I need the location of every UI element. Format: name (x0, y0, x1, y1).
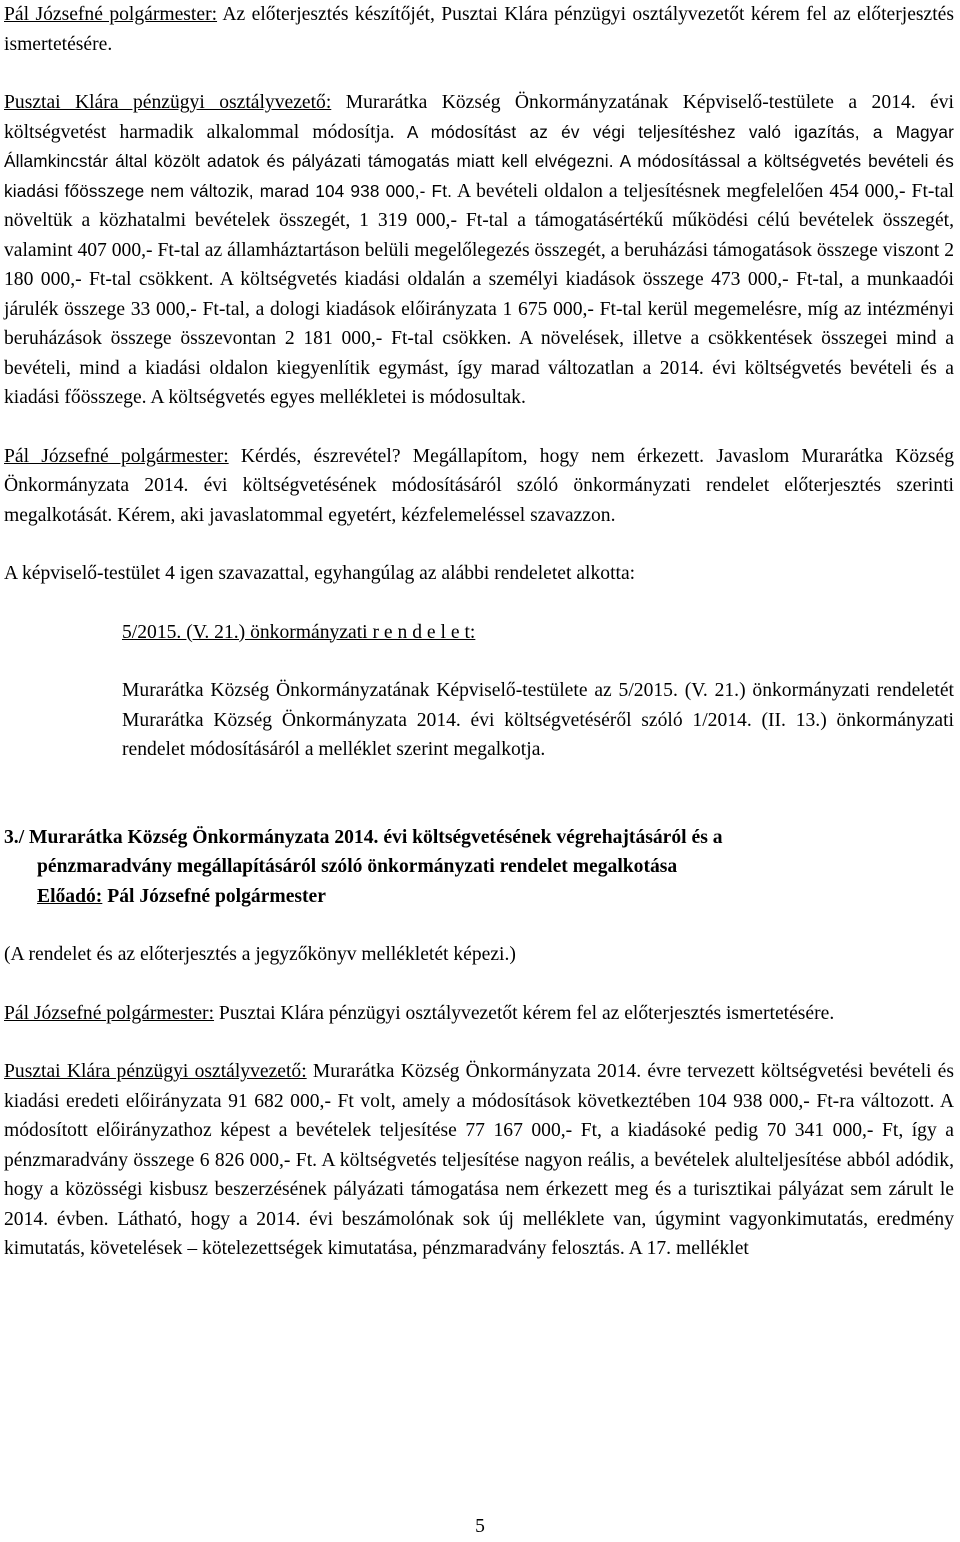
agenda-item-title-cont: pénzmaradvány megállapításáról szóló önkormányzati rendelet megalkotása (37, 856, 678, 877)
paragraph-text: Murarátka Község Önkormányzata 2014. évre tervezett költségvetési bevételi és kiadási eredeti előirányzata 91 682 000,- Ft volt, amely a módosítások következtében 104 938 000,- Ft-ra változott. A módosított előirányzathoz képest a bevételek teljesítése 77 167 000,- Ft, a kiadásoké pedig 70 341 000,- Ft, így a pénzmaradvány összege 6 826 000,- Ft. A költségvetés teljesítése nagyon reális, a bevételek alulteljesítése abból adódik, hogy a közösségi kisbusz beszerzésének pályázati támogatása nem érkezett meg és a turisztikai pályázat sem zárult le 2014. évben. Látható, hogy a 2014. évi beszámolónak sok új melléklete van, úgymint vagyonkimutatás, eredmény kimutatás, követelések – kötelezettségek kimutatása, pénzmaradvány felosztás. A 17. melléklet (4, 1061, 955, 1259)
spacer (4, 970, 954, 999)
agenda-presenter (37, 882, 954, 912)
spacer (4, 530, 954, 559)
paragraph-text: Az előterjesztés készítőjét, Pusztai Klára pénzügyi osztályvezetőt kérem fel az előterjesztés ismertetésére. (4, 4, 954, 55)
spacer (4, 765, 954, 794)
decree-title (122, 618, 954, 648)
paragraph-finance-report (4, 88, 954, 413)
paragraph-vote-result: A képviselő-testület 4 igen szavazattal, egyhangúlag az alábbi rendeletet alkotta: (4, 563, 636, 584)
speaker-label: Pusztai Klára pénzügyi osztályvezető: (4, 1061, 307, 1082)
paragraph-text: Pusztai Klára pénzügyi osztályvezetőt kérem fel az előterjesztés ismertetésére. (214, 1002, 835, 1024)
paragraph-mayor-vote-call (4, 442, 954, 531)
paragraph-text-sans: A módosítást az év végi teljesítéshez való igazítás, a Magyar Államkincstár által közölt adatok és pályázati támogatás miatt kell elvégezni. A módosítással a költségvetés bevételi és kiadási főösszege nem változik, marad 104 938 000,- Ft. (4, 121, 954, 201)
decree-title-text: 5/2015. (V. 21.) önkormányzati r e n d e l e t: (122, 621, 476, 643)
spacer (4, 794, 954, 823)
paragraph-mayor-request-2 (4, 999, 954, 1029)
agenda-item-title: 3./ Murarátka Község Önkormányzata 2014. évi költségvetésének végrehajtásáról és a (4, 826, 723, 848)
paragraph-attachment-note: (A rendelet és az előterjesztés a jegyzőkönyv mellékletét képezi.) (4, 944, 516, 965)
speaker-label: Pusztai Klára pénzügyi osztályvezető: (4, 92, 332, 113)
decree-text: Murarátka Község Önkormányzatának Képviselő-testülete az 5/2015. (V. 21.) önkormányzati rendeletét Murarátka Község Önkormányzata 2014. évi költségvetéséről szóló 1/2014. (II. 13.) önkormányzati rendelet módosításáról a melléklet szerint megalkotja. (122, 680, 954, 760)
speaker-label: Pál Józsefné polgármester: (4, 4, 218, 25)
paragraph-finance-report-2 (4, 1057, 954, 1264)
page-number: 5 (475, 1516, 485, 1537)
presenter-label: Előadó: (37, 885, 103, 907)
spacer (4, 589, 954, 618)
paragraph-text: Murarátka Község Önkormányzatának Képviselő-testülete a 2014. évi költségvetést harmadik alkalommal módosítja. (4, 92, 954, 143)
speaker-label: Pál Józsefné polgármester: (4, 1002, 215, 1024)
spacer (4, 647, 954, 676)
paragraph-mayor-request (4, 0, 954, 59)
speaker-label: Pál Józsefné polgármester: (4, 445, 229, 467)
spacer (4, 413, 954, 442)
document-page (4, 0, 954, 1264)
presenter-name: Pál Józsefné polgármester (102, 885, 326, 907)
spacer (4, 911, 954, 940)
spacer (4, 59, 954, 88)
paragraph-text: A bevételi oldalon a teljesítésnek megfelelően 454 000,- Ft-tal növeltük a közhatalmi bevételek összegét, 1 319 000,- Ft-tal a támogatásértékű működési célú bevételek összegét, valamint 407 000,- Ft-tal az államháztartáson belüli megelőlegezés összegét, a beruházási támogatások összege viszont 2 180 000,- Ft-tal csökkent. A költségvetés kiadási oldalán a személyi kiadások összege 473 000,- Ft-tal, a munkaadói járulék összege 33 000,- Ft-tal, a dologi kiadások előirányzata 1 675 000,- Ft-tal kerül megemelésre, míg az intézményi beruházások összege összevontan 2 181 000,- Ft-tal csökken. A növelések, illetve a csökkentések összegei mind a bevételi, mind a kiadási oldalon kiegyenlítik egymást, így marad változatlan a 2014. évi költségvetés bevételi és a kiadási főösszege. A költségvetés egyes mellékletei is módosultak. (4, 180, 955, 408)
spacer (4, 1028, 954, 1057)
paragraph-text: Kérdés, észrevétel? Megállapítom, hogy nem érkezett. Javaslom Murarátka Község Önkormányzata 2014. évi költségvetésének módosításáról szóló önkormányzati rendelet előterjesztés szerinti megalkotását. Kérem, aki javaslatommal egyetért, kézfelemeléssel szavazzon. (4, 445, 954, 526)
